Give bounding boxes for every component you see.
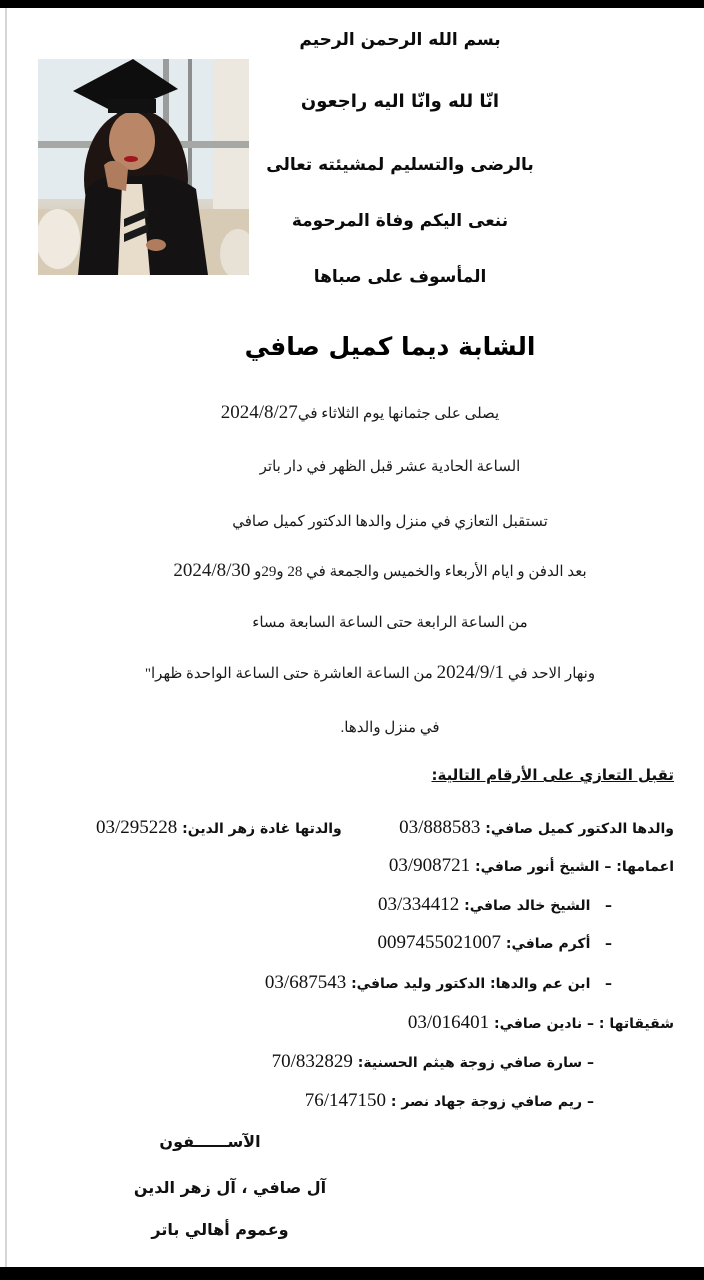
phone-number: 03/016401 [407, 1012, 490, 1033]
contact-label: نادين صافي: [493, 1016, 583, 1032]
announcement-line: ننعى اليكم وفاة المرحومة [291, 211, 509, 231]
list-dash: – [605, 936, 612, 952]
condolence-verse: انّا لله وانّا اليه راجعون [300, 91, 500, 112]
list-dash: – [605, 976, 612, 992]
phone-number: 03/888583 [399, 817, 481, 838]
list-dash: – [587, 1094, 594, 1110]
phone-number: 0097455021007 [377, 932, 501, 953]
fathers-house-line: في منزل والدها. [340, 720, 440, 736]
contact-cousin [265, 972, 612, 994]
sunday-line [60, 662, 680, 684]
signature-families: آل صافي ، آل زهر الدين [133, 1178, 327, 1197]
condolence-days-text: بعد الدفن و ايام الأربعاء والخميس والجمعة في 28 و29و [250, 564, 587, 580]
sunday-date: 2024/9/1 [436, 662, 505, 683]
lament-line: المأسوف على صباها [313, 267, 487, 287]
sisters-label: شقيقاتها : – [587, 1016, 674, 1032]
phone-number: 03/687543 [264, 972, 347, 993]
phone-number: 70/832829 [271, 1051, 353, 1072]
contact-sister-3 [305, 1090, 594, 1112]
contact-father [399, 817, 674, 839]
funeral-prayer-line [150, 402, 570, 424]
phone-number: 03/295228 [96, 817, 178, 838]
portrait-image [38, 59, 249, 275]
contact-label: ريم صافي زوجة جهاد نصر : [390, 1094, 583, 1110]
condolence-hours-line: من الساعة الرابعة حتى الساعة السابعة مساء [252, 615, 528, 631]
signature-community: وعموم أهالي باتر [151, 1220, 289, 1239]
contact-uncle-2 [378, 894, 612, 916]
phone-number: 03/334412 [377, 894, 460, 915]
contact-label: ابن عم والدها: الدكتور وليد صافي: [351, 976, 591, 992]
bottom-nav-bar [0, 1267, 704, 1280]
deceased-photo [38, 59, 249, 275]
contacts-heading: تقبل التعازي على الأرقام التالية: [431, 766, 674, 784]
deceased-name: الشابة ديما كميل صافي [244, 332, 536, 361]
condolence-end-date: 2024/8/30 [173, 560, 251, 581]
signature-title: الآســــــفون [159, 1132, 261, 1151]
contact-label: سارة صافي زوجة هيثم الحسنية: [357, 1055, 583, 1071]
condolence-days-line [120, 560, 640, 582]
funeral-time-line: الساعة الحادية عشر قبل الظهر في دار باتر [259, 459, 521, 475]
contact-label: أكرم صافي: [505, 936, 591, 952]
funeral-prayer-text: يصلى على جثمانها يوم الثلاثاء في [297, 406, 500, 422]
contact-label: الشيخ خالد صافي: [464, 898, 591, 914]
contact-sister-2 [272, 1051, 594, 1073]
page-left-edge [5, 8, 7, 1267]
phone-number: 76/147150 [304, 1090, 386, 1111]
contact-label: والدتها غادة زهر الدين: [182, 821, 342, 837]
list-dash: – [605, 898, 612, 914]
sunday-pre: ونهار الاحد في [504, 666, 596, 682]
contact-label: والدها الدكتور كميل صافي: [485, 821, 674, 837]
funeral-date: 2024/8/27 [220, 402, 298, 423]
basmala: بسم الله الرحمن الرحيم [299, 30, 501, 50]
contact-uncle-3 [378, 932, 613, 954]
phone-number: 03/908721 [388, 855, 471, 876]
list-dash: – [587, 1055, 594, 1071]
contact-uncle-1 [389, 855, 674, 877]
acceptance-line: بالرضى والتسليم لمشيئته تعالى [266, 155, 534, 175]
contact-mother [96, 817, 342, 839]
condolence-location-line: تستقبل التعازي في منزل والدها الدكتور كميل صافي [232, 514, 548, 530]
contact-label: الشيخ أنور صافي: [475, 859, 600, 875]
sunday-hours: من الساعة العاشرة حتى الساعة الواحدة ظهرا" [144, 666, 437, 682]
contact-sister-1 [408, 1012, 674, 1034]
uncles-label: اعمامها: – [604, 859, 674, 875]
top-status-bar [0, 0, 704, 8]
